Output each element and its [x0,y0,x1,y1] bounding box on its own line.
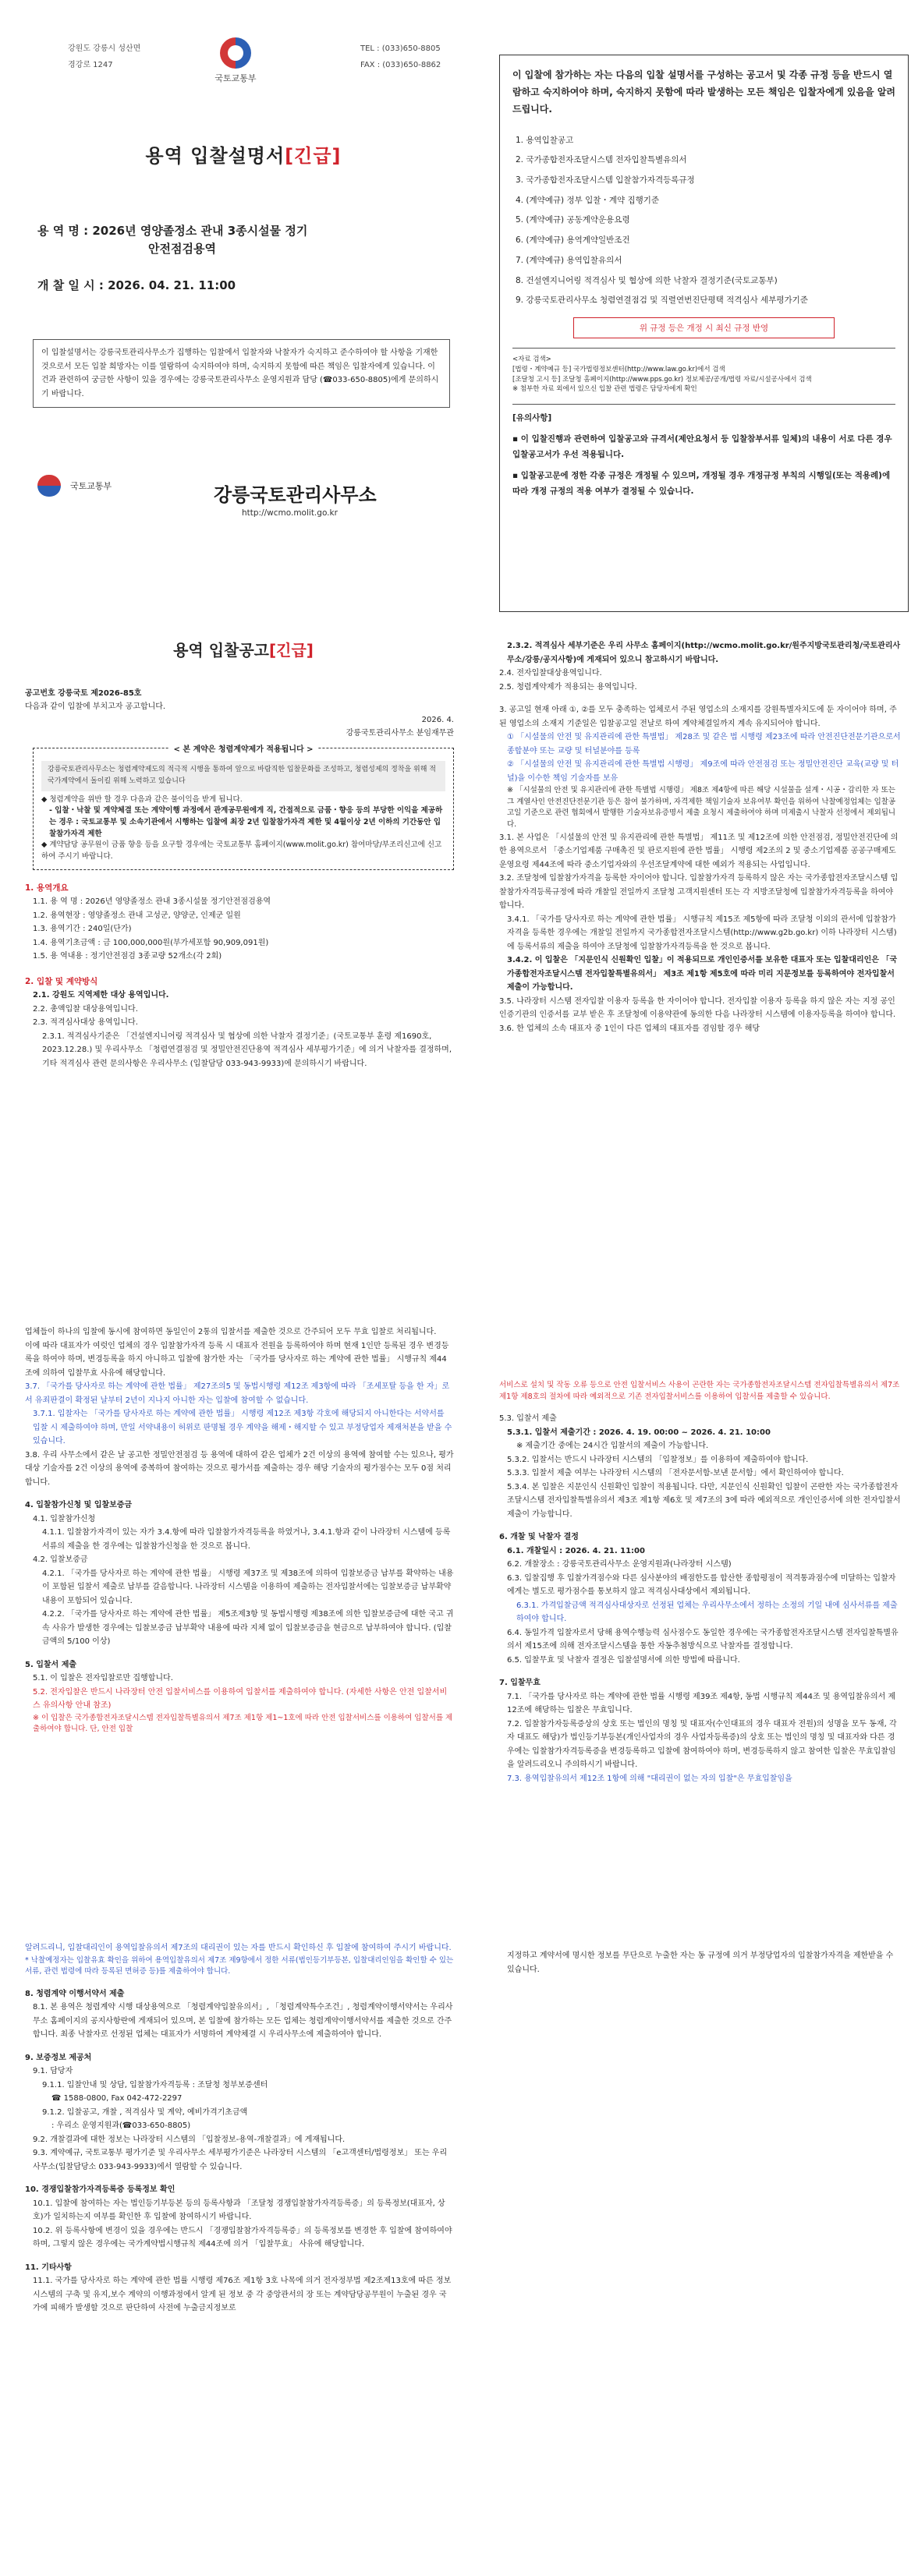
para: 3.2. 조달청에 입찰참가자격을 등록한 자이어야 합니다. 입찰참가자격 등록하지 않은 자는 국가종합전자조달시스템 입찰참가자격등록규정에 따라 개찰일 전일까지 조달청 고객지원센터 또는 각 지방조달청에 입찰참가자격등록을 하여야 합니다. [499,874,899,911]
announcement-meta [9,687,477,740]
header-address [68,41,140,73]
guide-item: 6. (계약예규) 용역계약일반조건 [516,235,630,246]
para: 4.1. 입찰참가신청 [33,1514,96,1523]
para: ② 「시설물의 안전 및 유지관리에 관한 특별법 시행령」 제9조에 따라 안전점검 또는 정밀안전진단 교육(교량 및 터널)을 이수한 책임 기술자를 보유 [507,760,899,783]
ministry-emblem-icon [220,37,251,69]
para: 5.3.3. 입찰서 제출 여부는 나라장터 시스템의 「전자문서함-보낸 문서함」에서 확인하여야 합니다. [507,1469,844,1478]
para: 4.2. 입찰보증금 [33,1555,88,1564]
ministry-name: 국토교통부 [214,73,257,83]
para: 3. 공고일 현재 아래 ①, ②를 모두 충족하는 업체로서 주된 영업소의 소재지를 강원특별자치도에 둔 자이어야 하며, 주된 영업소의 소재지 기준일은 입찰공고일 전날로 하여 계약체결일까지 계속 유지되어야 합니다. [499,706,897,728]
guide-item: 9. 강릉국토관리사무소 청렴연결점검 및 직렬연번진단평택 적격심사 세부평가기준 [516,295,808,306]
open-date-value: 2026. 04. 21. 11:00 [108,278,236,292]
guide-item: 3. 국가종합전자조달시스템 입찰참가자격등록규정 [516,175,695,185]
para: 5.3.4. 본 입찰은 지문인식 신원확인 입찰이 적용됩니다. 다만, 지문인식 신원확인 입찰이 곤란한 자는 국가종합전자조달시스템 전자입찰특별유의서 제3조 제1항 제6호 및 제7조의 3에 따라 예외적으로 개인인증서에 의한 전자입찰서 제출이 가능합니다. [507,1482,901,1519]
page-5-body [9,1941,477,2316]
para: 3.5. 나라장터 시스템 전자입찰 이용자 등록을 한 자이어야 합니다. 전자입찰 이용자 등록을 하지 않은 자는 지정 공인인증기관의 인증서를 교부 받은 후 조달청에 이용약관에 동의한 다음 나라장터 시스템에 이용자등록을 하여야 합니다. [499,996,896,1020]
section-heading: 7. 입찰무효 [499,1679,541,1688]
office-name: 강릉국토관리사무소 [214,484,377,506]
search-pps: [조달청 고시 등] 조달청 홈페이지(http://www.pps.go.kr) 정보제공/공개/법령 자료/시설공사에서 검색 [512,375,812,384]
para: 6.3.1. 가격입찰금액 적격심사대상자로 선정된 업체는 우리사무소에서 정하는 소정의 기일 내에 심사서류를 제출하여야 합니다. [516,1601,898,1624]
para: : 우리소 운영지원과(☎033-650-8805) [51,2121,191,2131]
para: 7.2. 입찰참가자등록증상의 상호 또는 법인의 명칭 및 대표자(수인대표의 경우 대표자 전원)의 성명을 모두 동재, 각자 대표도 해당)가 법인등기부등본(개인사업자의 경우 사업자등록증)의 상호 또는 법인의 명칭 및 대표자와 다른 경우에는 입찰참가자격등록증을 변경등록하고 입찰에 참여하여야 하며, 변경등록하지 않고 참여한 입찰은 무효입찰임을 알려드리오니 주의하시기 바랍니다. [507,1719,897,1770]
section-heading: 2. 입찰 및 계약방식 [25,976,98,986]
para: 3.1. 본 사업은 「시설물의 안전 및 유지관리에 관한 특별법」 제11조 및 제12조에 의한 안전점검, 정밀안전진단에 의한 용역으로서 「중소기업제품 구매촉진 및 판로지원에 관한 법률」 시행령 제2조의 2 및 중소기업제품 공공구매제도 운영요령 제44조에 따라 중소기업자와의 우선조달계약에 대한 예외가 적용되는 사업입니다. [499,833,899,869]
announcement-page-6 [499,1949,909,2066]
cover-title [9,140,477,168]
section-overview [9,881,477,964]
para: 3.8. 우리 사무소에서 같은 날 공고한 정밀안전점검 등 용역에 대하여 같은 업체가 2건 이상의 용역에 참여할 수는 있으나, 평가대상 기술자를 2건 이상의 용역에 중복하여 참여하는 것으로 평가서를 제출하는 경우 해당 기술자의 평가점수는 모두 0점 처리 합니다. [25,1450,454,1487]
para: ① 「시설물의 안전 및 유지관리에 관한 특별법」 제28조 및 같은 법 시행령 제23조에 따라 안전진단전문기관으로서 종합분야 또는 교량 및 터널분야를 등록 [507,733,901,755]
overview-item: 1.1. 용 역 명 : 2026년 영양졸정소 관내 3종시설물 정기안전점검용역 [33,897,271,907]
para: 3.4.1. 「국가를 당사자로 하는 계약에 관한 법률」 시행규칙 제15조 제5항에 따라 조달청 이외의 관서에 입찰참가자격을 등록한 경우에는 개찰일 전일까지 국가종합전자조달시스템(http://www.g2b.go.kr) 이하 나라장터 시스템)에 등록서류의 제출을 하여야 조달청에 입찰참가자격등록을 한 것으로 봅니다. [507,915,897,951]
para: 9.1.2. 입찰공고, 개찰 , 적격심사 및 계약, 예비가격기초금액 [42,2107,248,2117]
announcement-title-main: 용역 입찰공고 [173,641,269,660]
para: 5.1. 이 입찰은 전자입찰로만 집행합니다. [33,1674,173,1683]
guide-intro: 이 입찰에 참가하는 자는 다음의 입찰 설명서를 구성하는 공고서 및 각종 규정 등을 반드시 열람하고 숙지하여야 하며, 숙지하지 못함에 따라 발생하는 모든 책임은 입찰자에게 있음을 알려드립니다. [512,69,896,115]
overview-item: 1.4. 용역기초금액 : 금 100,000,000원(부가세포함 90,909,091원) [33,938,269,947]
para: 6.5. 입찰무효 및 낙찰자 결정은 입찰설명서에 의한 방법에 따릅니다. [507,1655,740,1665]
para: 10.2. 위 등록사항에 변경이 있을 경우에는 반드시 「경쟁입찰참가자격등록증」의 등록정보를 변경한 후 입찰에 참여하여야 하며, 그렇지 않은 경우에는 국가계약법시행규칙 제44조에 의거 「입찰무효」 사유에 해당합니다. [33,2226,452,2249]
fax: FAX : (033)650-8862 [360,61,441,69]
announcement-page [9,624,477,1325]
address-line-1: 강원도 강릉시 성산면 [68,44,141,53]
para: 10.1. 입찰에 참여하는 자는 법인등기부등본 등의 등록사항과 「조달청 경쟁입찰참가자격등록증」의 등록정보(대표자, 상호)가 일치하는지 여부를 확인한 후 입찰에 참여하시기 바랍니다. [33,2199,445,2222]
announcement-page-5 [9,1941,477,2573]
para: 알려드리니, 입찰대리인이 용역입찰유의서 제7조의 대리권이 있는 자를 반드시 확인하신 후 입찰에 참여하여 주시기 바랍니다. [25,1944,452,1952]
para: 업체들이 하나의 입찰에 동시에 참여하면 동일인이 2통의 입찰서를 제출한 것으로 간주되어 모두 무효 입찰로 처리됩니다. [25,1328,437,1336]
divider [512,404,895,405]
cover-title-urgent: [긴급] [285,145,342,167]
tel: TEL : (033)650-8805 [360,44,441,53]
search-label: <자료 검색> [512,356,551,364]
para: 9.3. 계약예규, 국토교통부 평가기준 및 우리사무소 세부평가기준은 나라장터 시스템의 「e고객센터/법령정보」 또는 우리사무소(입찰담당소 033-943-9933)에서 열람할 수 있습니다. [33,2149,448,2171]
guide-item: 2. 국가종합전자조달시스템 전자입찰특별유의서 [516,155,687,165]
para: 9.2. 개찰결과에 대한 정보는 나라장터 시스템의 「입찰정보-용역-개찰결과」에 게재됩니다. [33,2135,346,2144]
announcement-page-4 [499,1380,909,1941]
integrity-caption: < 본 계약은 청렴계약제가 적용됩니다 > [168,745,317,754]
para: 4.2.2. 「국가를 당사자로 하는 계약에 관한 법률」 제5조제3항 및 동법시행령 제38조에 의한 입찰보증금에 대한 국고 귀속 사유가 발생한 경우에는 입찰보증금 납부확약 내용에 따라 지체 없이 입찰보증금을 현금으로 납부하여야 합니다. (입찰금액의 5/100 이상) [42,1610,454,1646]
method-item: 2.3. 적격심사대상 용역입니다. [33,1018,138,1028]
submission-period: 5.3.1. 입찰서 제출기간 : 2026. 4. 19. 00:00 ~ 2026. 4. 21. 10:00 [507,1428,771,1437]
announcement-title-urgent: [긴급] [268,641,314,660]
service-name-value: 2026년 영양졸정소 관내 3종시설물 정기 [92,224,308,238]
para: 2.3.2. 적격심사 세부기준은 우리 사무소 홈페이지(http://wcmo.molit.go.kr/원주지방국토관리청/국토관리사무소/강릉/공지사항)에 게재되어 있으니 참고하시기 바랍니다. [507,642,901,664]
overview-item: 1.2. 용역현장 : 영양졸정소 관내 고성군, 양양군, 인제군 일원 [33,911,241,920]
page-3-body [9,1325,477,1736]
para: ※ 이 입찰은 국가종합전자조달시스템 전자입찰특별유의서 제7조 제1항 제1~1호에 따라 안전 입찰서비스를 이용하여 입찰서를 제출하여야 합니다. 단, 안전 입찰 [33,1713,453,1734]
method-item: 2.2. 총액입찰 대상용역입니다. [33,1004,138,1014]
ministry-mark-icon [37,472,66,500]
section-heading: 5. 입찰서 제출 [25,1660,77,1669]
method-item: 2.3.1. 적격심사기준은 「건설엔지니어링 적격심사 및 협상에 의한 낙찰자 결정기준」(국토교통부 훈령 제1690호, 2023.12.28.) 및 우리사무소 「청렴연결점검 및 정밀안전진단용역 적격심사 세부평가기준」에 의거 낙찰자를 결정하며, 기타 적격심사 관련 문의사항은 우리사무소 (입찰담당 033-943-9933)에 문의하시기 바랍니다. [42,1031,452,1068]
cover-title-main: 용역 입찰설명서 [145,145,285,167]
announcement-no: 공고번호 강릉국토 제2026-85호 [25,689,142,698]
section-heading: 4. 입찰참가신청 및 입찰보증금 [25,1501,133,1509]
method-item: 2.1. 강원도 지역제한 대상 용역입니다. [33,991,169,1000]
integrity-bullet-1: ◆ 청렴계약을 위반 할 경우 다음과 같은 불이익을 받게 됩니다. [41,794,243,804]
para: 4.1.1. 입찰참가자격이 있는 자가 3.4.항에 따라 입찰참가자격등록을 하였거나, 3.4.1.항과 같이 나라장터 시스템에 등록서류의 제출을 한 경우에는 입찰참가신청을 한 것으로 봅니다. [42,1528,451,1551]
para: 6.4. 동일가격 입찰자로서 당해 용역수행능력 심사점수도 동일한 경우에는 국가종합전자조달시스템 전자입찰특별유의서 제15조에 의해 전자조달시스템을 통한 자동추첨방식으로 낙찰자를 결정합니다. [507,1628,899,1651]
caution-1: ▪ 이 입찰진행과 관련하여 입찰공고와 규격서(제안요청서 등 입찰참부서류 일체)의 내용이 서로 다른 경우 입찰공고서가 우선 적용됩니다. [512,434,892,459]
para: 3.7. 「국가를 당사자로 하는 계약에 관한 법률」 제27조의5 및 동법시행령 제12조 제3항에 따라 「조세포탈 등을 한 자」로서 유죄판결이 확정된 날부터 2년이 지나지 아니한 자는 입찰에 참여할 수 없습니다. [25,1382,450,1405]
ministry-logo [204,37,267,84]
para: 이에 따라 대표자가 여럿인 업체의 경우 입찰참가자격 등록 시 대표자 전원을 등록하여야 하며 현재 1인만 등록된 경우 변경등록을 하여야 하며, 변경등록을 하지 아니하고 입찰에 참가한 자는 「국가를 당사자로 하는 계약에 관한 법률」 시행규칙 제44조에 의하여 입찰무효 사유에 해당합니다. [25,1341,449,1378]
cover-page [9,23,477,608]
section-method [9,975,477,1070]
header-contact [360,41,441,73]
para: 서비스로 설치 및 작동 오류 등으로 안전 입찰서비스 사용이 곤란한 자는 국가종합전자조달시스템 전자입찰특별유의서 제7조 제1항 제8호의 절차에 따라 예외적으로 기존 전자입찰서비스를 이용하여 입찰서를 제출할 수 있습니다. [499,1381,900,1401]
para: 3.7.1. 입찰자는 「국가를 당사자로 하는 계약에 관한 법률」 시행령 제12조 제3항 각호에 해당되지 아니한다는 서약서를 입찰 시 제출하여야 하며, 만일 서약내용이 허위로 판명될 경우 계약을 해제・해지할 수 있고 부정당업자 제재처분을 받을 수 있습니다. [33,1410,452,1445]
para: 지정하고 계약서에 명시한 정보를 무단으로 누출한 자는 동 규정에 의거 부정당업자의 입찰참가자격을 제한받을 수 있습니다. [507,1951,894,1974]
section-heading: 9. 보증정보 제공처 [25,2053,92,2062]
para: 3.4.2. 이 입찰은 「지문인식 신원확인 입찰」이 적용되므로 개인인증서를 보유한 대표자 또는 입찰대리인은 「국가종합전자조달시스템 전자입찰특별유의서」 제3조 제1항 제5호에 따라 미리 지문정보를 등록하여야 전자입찰서 제출이 가능합니다. [507,956,898,993]
section-heading: 8. 청렴계약 이행서약서 제출 [25,1989,125,1998]
address-line-2: 경강로 1247 [68,61,113,69]
integrity-bullet-3: ◆ 계약담당 공무원이 금품 향응 등을 요구할 경우에는 국토교통부 홈페이지(www.molit.go.kr) 참여마당/부조리신고에 신고하여 주시기 바랍니다. [41,840,442,862]
overview-item: 1.3. 용역기간 : 240일(단가) [33,925,132,934]
para: 7.3. 용역입찰유의서 제12조 1항에 의해 "대리권이 없는 자의 입찰"은 무효입찰임을 [507,1774,792,1783]
revision-notice: 위 규정 등은 개정 시 최신 규정 반영 [573,317,835,338]
announcement-issuer: 강릉국토관리사무소 분임재무관 [346,729,454,738]
guide-list [512,131,895,311]
guide-item: 5. (계약예규) 공동계약운용요령 [516,215,630,225]
office-url[interactable]: http://wcmo.molit.go.kr [242,508,338,518]
para: ☎ 1588-0800, Fax 042-472-2297 [51,2094,183,2104]
office-logo-text: 국토교통부 [70,481,112,491]
guide-item: 1. 용역입찰공고 [516,135,574,145]
section-heading: 6. 개찰 및 낙찰자 결정 [499,1533,579,1542]
service-name-label: 용 역 명 : [37,224,89,238]
office-logo [37,472,112,500]
announcement-page-2 [499,639,909,1325]
service-name-row [37,222,307,257]
para: 6.2. 개찰장소 : 강릉국토관리사무소 운영지원과(나라장터 시스템) [507,1560,732,1569]
announcement-title [9,638,477,660]
para: 5.3.2. 입찰서는 반드시 나라장터 시스템의 「입찰정보」를 이용하여 제출하여야 합니다. [507,1455,809,1464]
announcement-date: 2026. 4. [421,716,454,724]
para: ※ 제출기간 중에는 24시간 입찰서의 제출이 가능합니다. [516,1442,709,1451]
para: 6.3. 입찰집행 후 입찰가격점수와 다른 심사분야의 배점한도를 합산한 종합평점이 적격통과점수에 미달하는 입찰자에게는 별도로 평가점수를 통보하지 않고 적격심사대상에서 제외됩니다. [507,1573,896,1597]
search-note: ※ 첨부한 자료 외에서 있으신 입찰 관련 법령은 담당자에게 확인 [512,385,697,394]
overview-item: 1.5. 용 역내용 : 정기안전점검 3종교량 52개소(각 2회) [33,952,222,961]
para: 3.6. 한 업체의 소속 대표자 중 1인이 다른 업체의 대표자를 겸임할 경우 해당 [499,1024,760,1033]
para: ※ 「시설물의 안전 및 유지관리에 관한 특별법 시행령」 제8조 제4항에 따른 해당 시설물을 설계・시공・감리한 자 또는 그 계열사인 안전진단전문기관 등은 참여 불가하며, 자격제한 책임기술자 보유여부 확인을 위하여 낙찰예정업체는 입찰공고일 기준으로 관련 협회에서 발행한 기술자보유증명서 제출 요청시 제출하여야 하며 미제출시 낙찰자 선정에서 제외됩니다. [507,786,896,830]
caution-2-text: 입찰공고문에 정한 각종 규정은 개정될 수 있으며, 개정될 경우 개정규정 부칙의 시행일(또는 적용례)에 따라 개정 규정의 적용 여부가 결정될 수 있습니다. [512,471,891,496]
page-2-body [499,639,909,1035]
announcement-lead: 다음과 같이 입찰에 부치고자 공고합니다. [25,702,166,711]
integrity-grey-panel: 강릉국토관리사무소는 청렴계약제도의 적극적 시행을 통하여 앞으로 바람직한 입찰문화를 조성하고, 청렴성제의 정착을 위해 적 국가계약에서 돌이킬 위해 노력하고 있습니다 [41,761,445,791]
para: 2.5. 청렴계약제가 적용되는 용역입니다. [499,682,637,692]
page-6-body [499,1949,909,1976]
integrity-box [33,745,454,870]
para: 5.2. 전자입찰은 반드시 나라장터 안전 입찰서비스를 이용하여 입찰서를 제출하여야 합니다. (자세한 사항은 안전 입찰서비스 유의사항 안내 참조) [33,1687,448,1710]
para: 4.2.1. 「국가를 당사자로 하는 계약에 관한 법률」 시행령 제37조 및 제38조에 의하여 입찰보증금 납부를 확약하는 내용이 포함된 입찰서 제출로 납부를 갈음합니다. 나라장터 시스템을 이용하여 제출하는 전자입찰서에는 입찰보증금 납부확약 내용이 포함되어 있습니다. [42,1569,454,1605]
para: 9.1. 담당자 [33,2067,73,2076]
divider [512,348,895,349]
caution-1-text: 이 입찰진행과 관련하여 입찰공고와 규격서(제안요청서 등 입찰참부서류 일체)의 내용이 서로 다른 경우 입찰공고서가 우선 적용됩니다. [512,434,892,459]
search-law: [법령・계약예규 등] 국가법령정보센터(http://www.law.go.kr)에서 검색 [512,365,725,373]
integrity-bullet-2: - 입찰・낙찰 및 계약체결 또는 계약이행 과정에서 관계공무원에게 직, 간접적으로 금품・향응 등의 부당한 이익을 제공하는 경우 : 국토교통부 및 소속기관에서 시행하는 입찰에 최장 2년 입찰참가자격 제한 및 4월이상 2년 이하의 기간동안 입찰참가자격 제한 [49,806,443,838]
caution-label: [유의사항] [512,413,552,423]
cover-notice: 이 입찰설명서는 강릉국토관리사무소가 집행하는 입찰에서 입찰자와 낙찰자가 숙지하고 준수하여야 할 사항을 기재한 것으로서 모든 입찰 희망자는 이를 열람하여 숙지하여야 하며, 숙지하지 못함에 따른 책임은 입찰자에게 있습니다. 이 건과 관련하여 궁금한 사항이 있을 경우에는 강릉국토관리사무소 운영지원과 담당 (☎033-650-8805)에게 문의하시기 바랍니다. [33,339,450,408]
para: 7.1. 「국가를 당사자로 하는 계약에 관한 법률 시행령 제39조 제4항, 동법 시행규칙 제44조 및 용역입찰유의서 제12조에 해당하는 입찰은 무효입니다. [507,1692,896,1715]
para: 2.4. 전자입찰대상용역입니다. [499,669,602,678]
search-info [512,355,895,395]
caution-2: ▪ 입찰공고문에 정한 각종 규정은 개정될 수 있으며, 개정될 경우 개정규정 부칙의 시행일(또는 적용례)에 따라 개정 규정의 적용 여부가 결정될 수 있습니다. [512,471,891,496]
service-name-value-2: 안전점검용역 [148,241,216,256]
page-4-body [499,1380,909,1785]
para: * 낙찰예정자는 입찰유효 확인을 위하여 용역입찰유의서 제7조 제9항에서 정한 서류(법인등기부등본, 입찰대리인임을 확인할 수 있는 서류, 관련 법령에 따라 등록된 면허증 등)를 제출하여야 합니다. [25,1955,454,1976]
section-heading: 1. 용역개요 [25,883,69,893]
para: 9.1.1. 입찰안내 및 상담, 입찰참가자격등록 : 조달청 청부보증센터 [42,2080,268,2089]
guide-item: 4. (계약예규) 정부 입찰・계약 집행기준 [516,195,660,205]
announcement-page-3 [9,1325,477,1926]
guide-item: 7. (계약예규) 용역입찰유의서 [516,255,622,265]
section-heading: 10. 경쟁입찰참가자격등록증 등록정보 확인 [25,2185,175,2195]
section-heading: 11. 기타사항 [25,2263,72,2272]
guide-item: 8. 건설엔지니어링 적격심사 및 협상에 의한 낙찰자 결정기준(국토교통부) [516,275,778,285]
para: 11.1. 국가를 당사자로 하는 계약에 관한 법률 시행령 제76조 제1항 3호 나목에 의거 전자정부법 제2조제13호에 따른 정보시스템의 구축 및 유지,보수 계약의 이행과정에서 알게 된 정보 중 각 중앙관서의 장 또는 계약담당공무원이 누출된 경우 국가에 피해가 발생할 것으로 판단하여 사전에 누출금지정보로 [33,2277,452,2313]
guide-page [499,55,909,612]
open-date-row [37,277,236,295]
para: 8.1. 본 용역은 청렴계약 시행 대상용역으로 「청렴계약입찰유의서」, 「청렴계약특수조건」, 청렴계약이행서약서는 우리사무소 홈페이지의 공지사항란에 게재되어 있으며, 본 입찰에 참가하는 모든 업체는 청렴계약이행서약서를 제출한 것으로 간주합니다. 최종 낙찰자로 선정된 업체는 대표자가 서명하여 계약체결 시 우리사무소에 제출하여야 합니다. [33,2003,453,2040]
open-date-label: 개 찰 일 시 : [37,278,104,292]
opening-date: 6.1. 개찰일시 : 2026. 4. 21. 11:00 [507,1546,645,1555]
para: 5.3. 입찰서 제출 [499,1414,557,1424]
